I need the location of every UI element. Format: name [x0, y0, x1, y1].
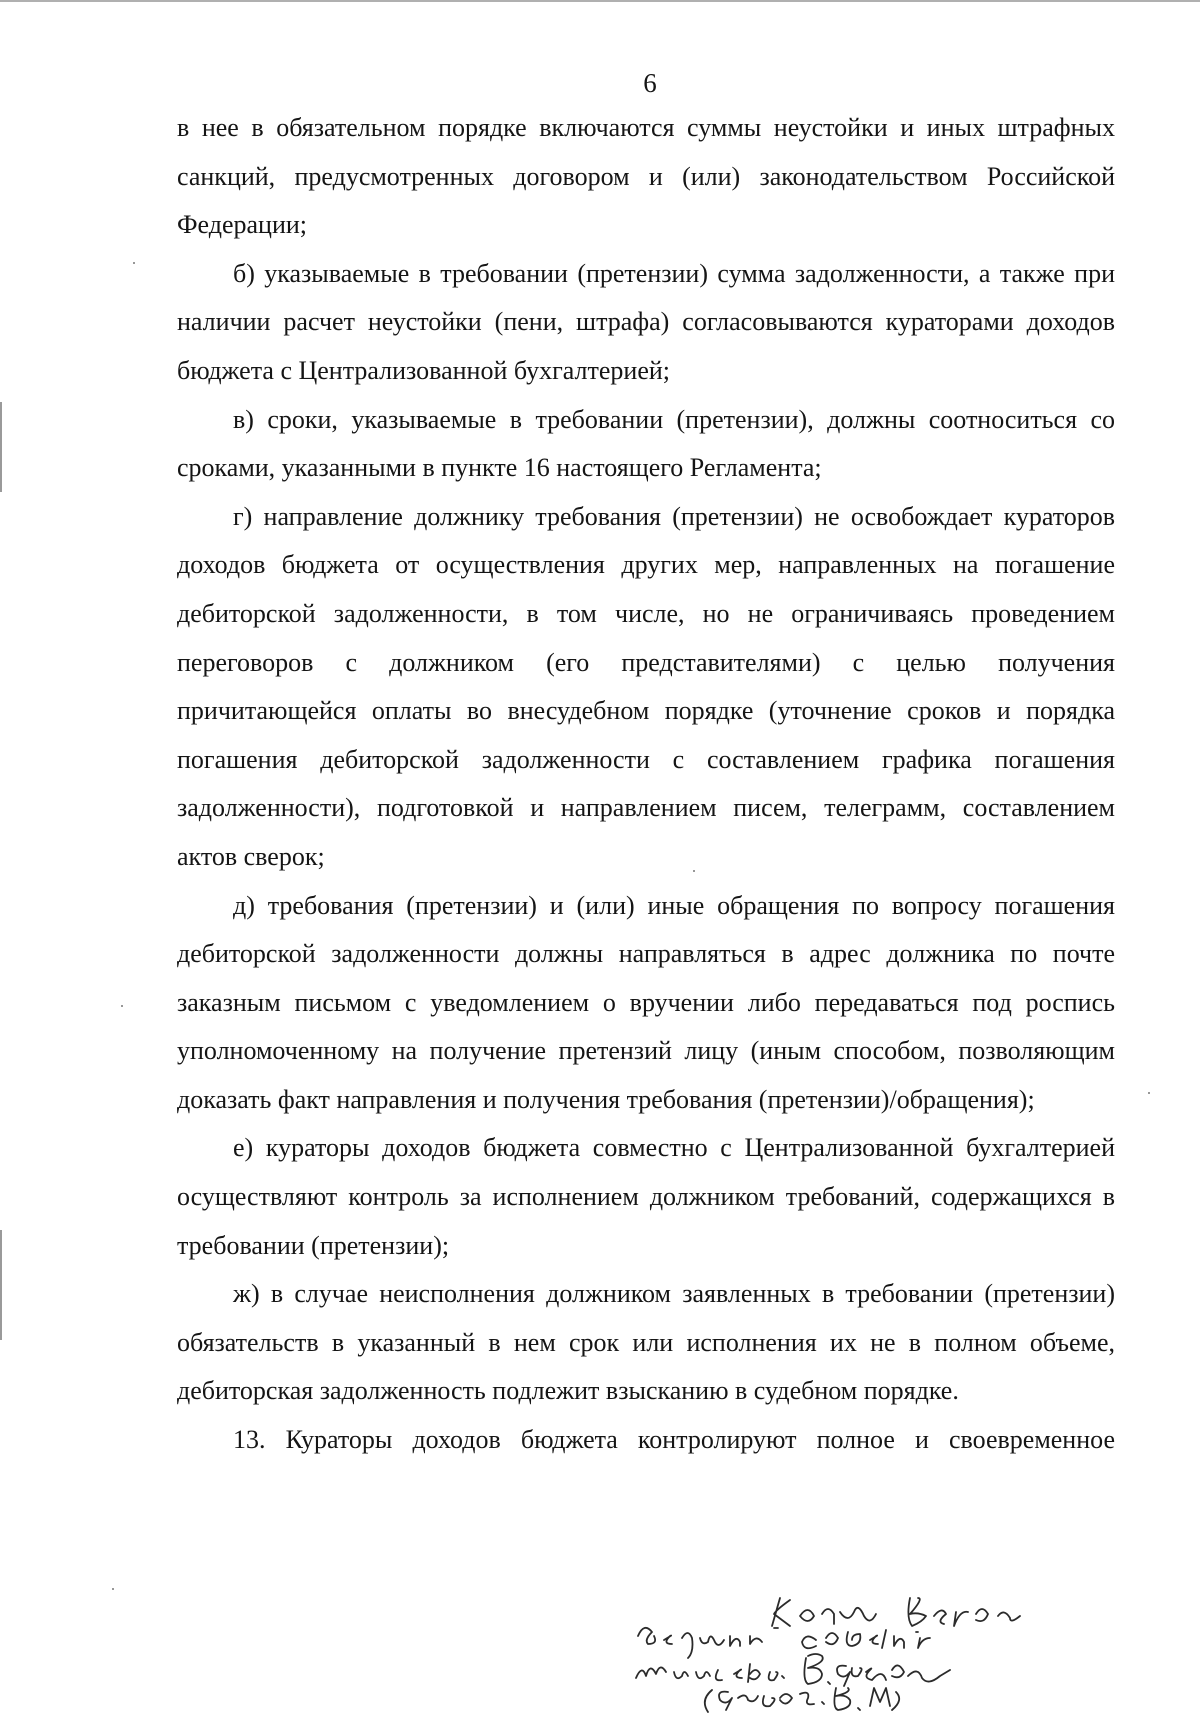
handwritten-certification-note: [630, 1592, 1120, 1713]
paragraph-item-v: в) сроки, указываемые в требовании (претензии), должны соотноситься со сроками, указанными в пункте 16 настоящего Регламента;: [177, 404, 1115, 483]
scan-edge-mark: [0, 402, 2, 492]
paragraph-item-e: е) кураторы доходов бюджета совместно с Централизованной бухгалтерией осуществляют контроль за исполнением должником требований, содержащихся в требовании (претензии);: [177, 1133, 1116, 1260]
page-number: 6: [643, 68, 657, 98]
scan-speck: [112, 1588, 114, 1590]
scan-edge-mark: [0, 1230, 2, 1340]
paragraph-item-13: 13. Кураторы доходов бюджета контролируют полное и своевременное: [233, 1425, 1115, 1455]
paragraph-continuation: в нее в обязательном порядке включаются суммы неустойки и иных штрафных санкций, предусмотренных договором и (или) законодательством Российской Федерации;: [177, 113, 1115, 240]
paragraph-item-b: б) указываемые в требовании (претензии) сумма задолженности, а также при наличии расчет неустойки (пени, штрафа) согласовываются кураторами доходов бюджета с Централизованной бухгалтерией;: [177, 258, 1116, 385]
paragraph-item-d: д) требования (претензии) и (или) иные обращения по вопросу погашения дебиторской задолженности должны направляться в адрес должника по почте заказным письмом с уведомлением о вручении либо передаваться под роспись уполномоченному на получение претензий лицу (иным способом, позволяющим доказать факт направления и получения требования (претензии)/обращения);: [177, 890, 1115, 1114]
document-body: [177, 104, 1115, 1465]
scan-speck: [133, 262, 135, 264]
scan-speck: [1148, 1092, 1150, 1094]
top-edge-line: [0, 0, 1200, 2]
paragraph-item-g: г) направление должнику требования (претензии) не освобождает кураторов доходов бюджета от осуществления других мер, направленных на погашение дебиторской задолженности, в том числе, но не ограничиваясь проведением переговоров с должником (его представителями) с целью получения причитающейся оплаты во внесудебном порядке (уточнение сроков и порядка погашения дебиторской задолженности с составлением графика погашения задолженности), подготовкой и направлением писем, телеграмм, составлением актов сверок;: [177, 501, 1116, 871]
paragraph-item-zh: ж) в случае неисполнения должником заявленных в требовании (претензии) обязательств в указанный в нем срок или исполнения их не в полном объеме, дебиторская задолженность подлежит взысканию в судебном порядке.: [177, 1279, 1115, 1406]
scan-speck: [121, 1005, 123, 1007]
